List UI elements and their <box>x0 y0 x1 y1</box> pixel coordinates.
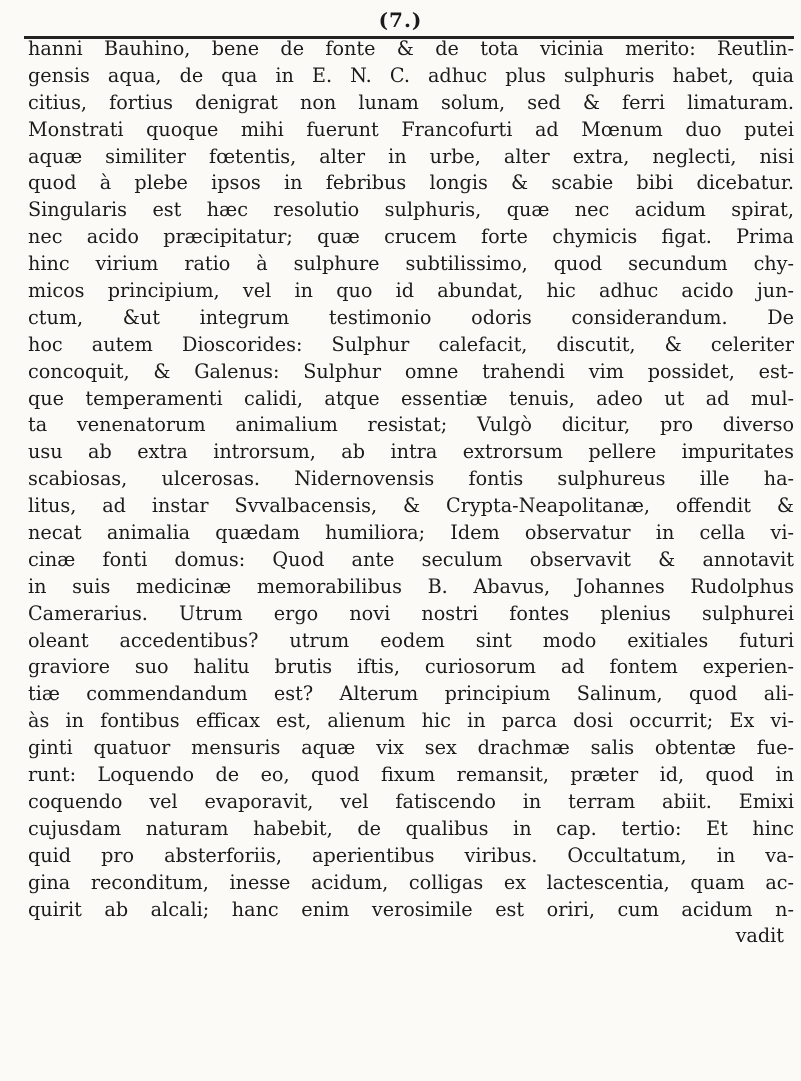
text-line: aquæ similiter fœtentis, alter in urbe, alter extra, neglecti, nisi <box>28 144 794 168</box>
text-line: Monstrati quoque mihi fuerunt Francofurti ad Mœnum duo putei <box>28 117 794 141</box>
text-line: graviore suo halitu brutis iftis, curiosorum ad fontem experien- <box>28 655 794 679</box>
text-line: hanni Bauhino, bene de fonte & de tota vicinia merito: Reutlin- <box>28 37 794 60</box>
text-line: necat animalia quædam humiliora; Idem observatur in cella vi- <box>28 521 794 545</box>
text-line: quid pro absterforiis, aperientibus viribus. Occultatum, in va- <box>28 843 794 867</box>
text-line: concoquit, & Galenus: Sulphur omne trahendi vim possidet, est- <box>28 359 794 383</box>
text-line: coquendo vel evaporavit, vel fatiscendo in terram abiit. Emixi <box>28 789 794 813</box>
text-line: nec acido præcipitatur; quæ crucem forte chymicis figat. Prima <box>28 225 794 249</box>
text-line: quod à plebe ipsos in febribus longis & scabie bibi dicebatur. <box>28 171 794 195</box>
text-line: quirit ab alcali; hanc enim verosimile est oriri, cum acidum n- <box>28 897 794 921</box>
text-line: micos principium, vel in quo id abundat, hic adhuc acido jun- <box>28 279 794 303</box>
text-line: in suis medicinæ memorabilibus B. Abavus, Johannes Rudolphus <box>28 574 794 598</box>
text-line: runt: Loquendo de eo, quod fixum remansit, præter id, quod in <box>28 763 794 787</box>
catchword: vadit <box>735 924 784 948</box>
text-line: ctum, &ut integrum testimonio odoris considerandum. De <box>28 305 794 329</box>
text-line: litus, ad instar Svvalbacensis, & Crypta-Neapolitanæ, offendit & <box>28 494 794 518</box>
page-number-header: (7.) <box>378 8 423 32</box>
text-line: usu ab extra introrsum, ab intra extrorsum pellere impuritates <box>28 440 794 464</box>
text-line: citius, fortius denigrat non lunam solum, sed & ferri limaturam. <box>28 90 794 114</box>
text-line: às in fontibus efficax est, alienum hic in parca dosi occurrit; Ex vi- <box>28 709 794 733</box>
text-line: que temperamenti calidi, atque essentiæ tenuis, adeo ut ad mul- <box>28 386 794 410</box>
text-line: ta venenatorum animalium resistat; Vulgò dicitur, pro diverso <box>28 413 794 437</box>
text-line: oleant accedentibus? utrum eodem sint modo exitiales futuri <box>28 628 794 652</box>
text-line: Singularis est hæc resolutio sulphuris, quæ nec acidum spirat, <box>28 198 794 222</box>
text-line: gina reconditum, inesse acidum, colligas ex lactescentia, quam ac- <box>28 870 794 894</box>
text-line: scabiosas, ulcerosas. Nidernovensis fontis sulphureus ille ha- <box>28 467 794 491</box>
text-line: Camerarius. Utrum ergo novi nostri fontes plenius sulphurei <box>28 601 794 625</box>
body-text <box>28 36 794 950</box>
text-line: ginti quatuor mensuris aquæ vix sex drachmæ salis obtentæ fue- <box>28 736 794 760</box>
text-line: cujusdam naturam habebit, de qualibus in cap. tertio: Et hinc <box>28 816 794 840</box>
text-line: tiæ commendandum est? Alterum principium Salinum, quod ali- <box>28 682 794 706</box>
text-line: hoc autem Dioscorides: Sulphur calefacit, discutit, & celeriter <box>28 332 794 356</box>
text-line: cinæ fonti domus: Quod ante seculum observavit & annotavit <box>28 547 794 571</box>
text-line: hinc virium ratio à sulphure subtilissimo, quod secundum chy- <box>28 252 794 276</box>
text-line: gensis aqua, de qua in E. N. C. adhuc plus sulphuris habet, quia <box>28 63 794 87</box>
